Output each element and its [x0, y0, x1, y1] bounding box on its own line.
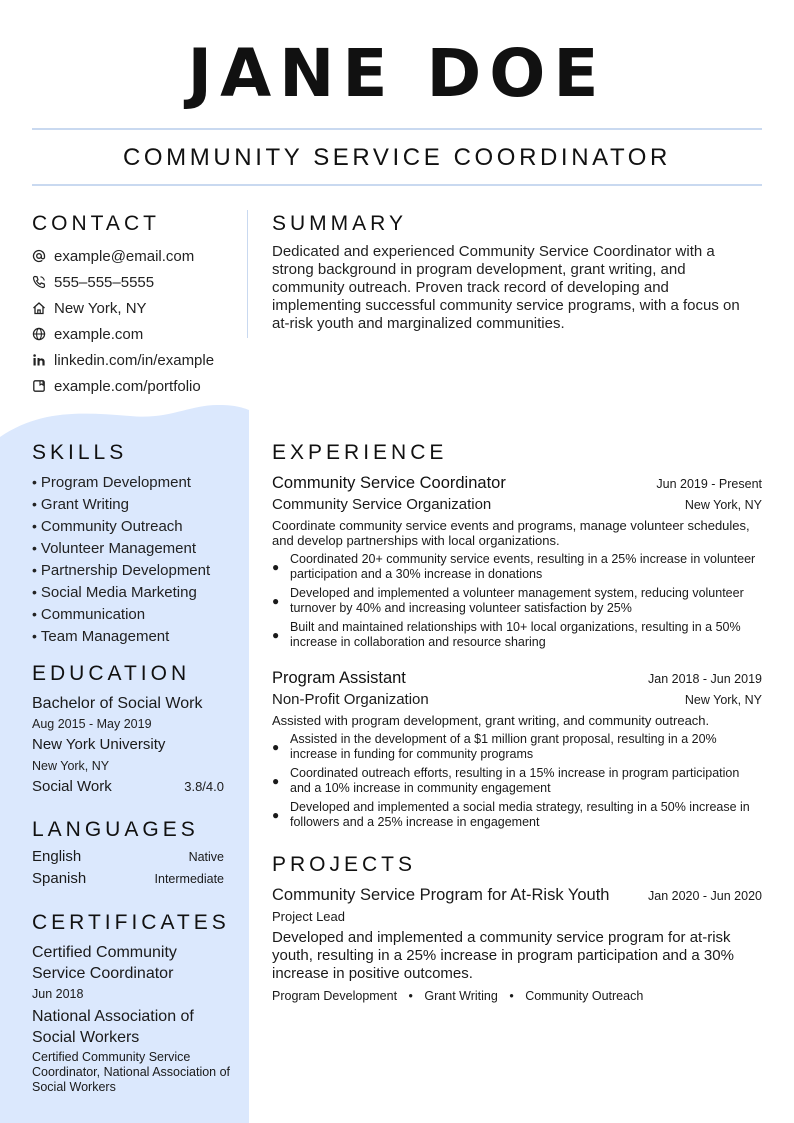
skill-text: Communication [40, 606, 146, 623]
contact-location-text: New York, NY [54, 299, 147, 317]
column-divider [247, 210, 248, 338]
bullet-text: Assisted in the development of a $1 million grant proposal, resulting in a 20% increase in funding for community programs [290, 732, 717, 761]
experience-location: New York, NY [684, 693, 762, 707]
skill-bullet: • [32, 496, 37, 512]
project-description: Developed and implemented a community service program for at-risk youth, resulting in a 25% increase in program participation and a 30% increase in positive outcomes. [272, 929, 734, 982]
project-tag: Program Development [272, 989, 398, 1003]
skill-item [32, 560, 242, 582]
bullet-glyph: ● [272, 628, 280, 642]
globe-icon [32, 327, 46, 341]
project-role: Project Lead [272, 909, 345, 924]
experience-role: Community Service Coordinator [272, 474, 506, 492]
experience-bullet [272, 586, 762, 616]
language-level: Native [188, 850, 224, 864]
experience-description: Assisted with program development, grant writing, and community outreach. [272, 713, 710, 728]
skill-item [32, 516, 242, 538]
tag-separator: • [408, 989, 413, 1003]
skill-bullet: • [32, 628, 37, 644]
education-location: New York, NY [32, 759, 110, 773]
experience-location: New York, NY [684, 498, 762, 512]
project-entry [272, 884, 762, 1006]
education-dates: Aug 2015 - May 2019 [32, 717, 152, 731]
experience-bullet [272, 766, 762, 796]
experience-bullet [272, 732, 762, 762]
contact-list [32, 243, 242, 399]
skill-item [32, 472, 242, 494]
skill-bullet: • [32, 562, 37, 578]
education-gpa: 3.8/4.0 [184, 779, 224, 794]
skill-item [32, 604, 242, 626]
experience-heading: EXPERIENCE [272, 441, 448, 464]
summary-heading: SUMMARY [272, 212, 407, 235]
experience-dates: Jun 2019 - Present [656, 477, 762, 491]
skill-bullet: • [32, 474, 37, 490]
experience-bullet [272, 552, 762, 582]
bullet-glyph: ● [272, 774, 280, 788]
experience-bullet [272, 800, 762, 830]
job-title: COMMUNITY SERVICE COORDINATOR [122, 144, 671, 171]
tag-separator: • [509, 989, 514, 1003]
experience-role: Program Assistant [272, 669, 406, 687]
bullet-glyph: ● [272, 740, 280, 754]
skills-list [32, 472, 242, 648]
project-tags [272, 986, 762, 1006]
project-tag: Grant Writing [424, 989, 498, 1003]
portfolio-icon [32, 379, 46, 393]
experience-bullet [272, 620, 762, 650]
skill-text: Partnership Development [40, 562, 211, 579]
skill-item [32, 582, 242, 604]
skill-bullet: • [32, 606, 37, 622]
bullet-glyph: ● [272, 808, 280, 822]
header-bottom-rule [32, 184, 762, 186]
contact-heading: CONTACT [32, 212, 160, 235]
contact-linkedin-text: linkedin.com/in/example [54, 351, 215, 369]
skill-bullet: • [32, 518, 37, 534]
education-heading: EDUCATION [32, 662, 191, 685]
experience-dates: Jan 2018 - Jun 2019 [648, 672, 762, 686]
certificate-name: National Association of Social Workers [32, 1008, 194, 1046]
project-tag: Community Outreach [525, 989, 644, 1003]
language-item [32, 870, 224, 892]
bullet-glyph: ● [272, 560, 280, 574]
skill-bullet: • [32, 540, 37, 556]
certificate-date: Jun 2018 [32, 987, 84, 1001]
skill-item [32, 538, 242, 560]
language-name: Spanish [32, 870, 87, 887]
certificate-name: Certified Community Service Coordinator [32, 944, 177, 982]
skill-text: Volunteer Management [40, 540, 197, 557]
contact-website[interactable] [32, 321, 242, 347]
contact-website-text: example.com [54, 325, 144, 343]
experience-entry [272, 472, 762, 650]
at-icon [32, 249, 46, 263]
education-degree: Bachelor of Social Work [32, 695, 203, 712]
linkedin-icon [32, 353, 46, 367]
contact-phone[interactable] [32, 269, 242, 295]
certificates-list [32, 942, 232, 1095]
experience-organization: Community Service Organization [272, 496, 492, 513]
education-school: New York University [32, 736, 166, 753]
skill-item [32, 626, 242, 648]
languages-list [32, 848, 224, 892]
bullet-text: Coordinated outreach efforts, resulting in a 15% increase in program participation and a 10% increase in community engagement [290, 766, 740, 795]
skill-text: Team Management [40, 628, 170, 645]
language-item [32, 848, 224, 870]
experience-entry [272, 667, 762, 830]
bullet-text: Coordinated 20+ community service events, resulting in a 25% increase in volunteer participation and a 30% increase in donations [290, 552, 756, 581]
skill-text: Social Media Marketing [40, 584, 197, 601]
contact-email[interactable] [32, 243, 242, 269]
bullet-glyph: ● [272, 594, 280, 608]
summary-text: Dedicated and experienced Community Service Coordinator with a strong background in program development, grant writing, and community outreach. Proven track record of developing and implementing successful community service programs, with a focus on at-risk youth and marginalized communities. [272, 243, 740, 332]
skill-bullet: • [32, 584, 37, 600]
language-level: Intermediate [154, 872, 224, 886]
home-icon [32, 301, 46, 315]
skill-item [32, 494, 242, 516]
skill-text: Program Development [40, 474, 191, 491]
project-name: Community Service Program for At-Risk Youth [272, 886, 610, 904]
education-field: Social Work [32, 778, 112, 795]
contact-portfolio[interactable] [32, 373, 242, 399]
project-dates: Jan 2020 - Jun 2020 [648, 889, 762, 903]
header-top-rule [32, 128, 762, 130]
skill-text: Grant Writing [40, 496, 129, 513]
experience-description: Coordinate community service events and programs, manage volunteer schedules, and develop partnerships with local organizations. [272, 518, 750, 548]
skill-text: Community Outreach [40, 518, 183, 535]
contact-email-text: example@email.com [54, 247, 195, 265]
language-name: English [32, 848, 82, 865]
certificates-heading: CERTIFICATES [32, 911, 230, 934]
bullet-text: Built and maintained relationships with 10+ local organizations, resulting in a 50% increase in collaboration and resource sharing [290, 620, 741, 649]
languages-heading: LANGUAGES [32, 818, 199, 841]
projects-heading: PROJECTS [272, 853, 417, 876]
certificate-description: Certified Community Service Coordinator, National Association of Social Workers [32, 1050, 231, 1094]
experience-organization: Non-Profit Organization [272, 691, 429, 708]
bullet-text: Developed and implemented a social media strategy, resulting in a 50% increase in followers and a 25% increase in engagement [290, 800, 750, 829]
education-entry [32, 694, 224, 798]
contact-location [32, 295, 242, 321]
phone-icon [32, 275, 46, 289]
contact-phone-text: 555–555–5555 [54, 273, 155, 291]
bullet-text: Developed and implemented a volunteer management system, reducing volunteer turnover by 40% and increasing volunteer satisfaction by 25% [290, 586, 744, 615]
contact-portfolio-text: example.com/portfolio [54, 377, 201, 395]
contact-linkedin[interactable] [32, 347, 242, 373]
skills-heading: SKILLS [32, 441, 128, 464]
candidate-name: JANE DOE [187, 35, 607, 112]
